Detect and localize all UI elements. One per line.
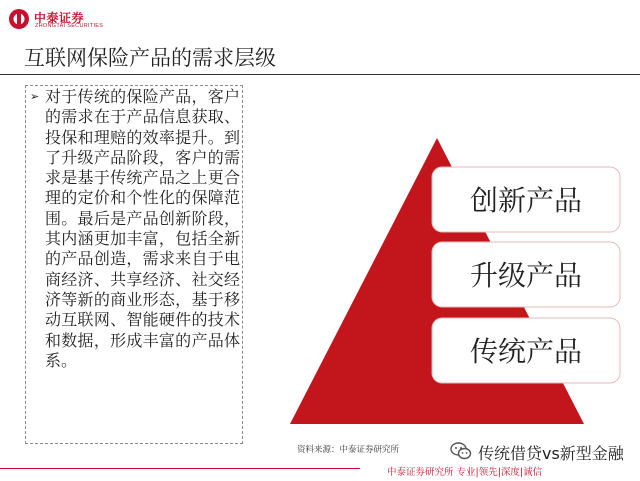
- footer-slogan: 中泰证券研究所 专业|领先|深度|诚信: [387, 467, 543, 478]
- arrow-bullet-icon: ➢: [30, 90, 40, 103]
- pyramid-level-upgrade: [432, 242, 620, 307]
- logo-text: 中泰证券: [34, 11, 85, 25]
- pyramid-level-innovation: [432, 167, 620, 232]
- logo-subtext: ZHONGTAI SECURITIES: [35, 23, 104, 29]
- pyramid-level-label: 创新产品: [469, 184, 583, 217]
- source-note: 资料来源：中泰证券研究所: [297, 445, 400, 455]
- footer-divider: [0, 468, 360, 469]
- pyramid-level-label: 传统产品: [469, 335, 583, 368]
- slide-title: 互联网保险产品的需求层级: [24, 46, 276, 70]
- wechat-account-name: 传统借贷vs新型金融: [478, 444, 624, 463]
- body-paragraph: 对于传统的保险产品，客户的需求在于产品信息获取、投保和理赔的效率提升。到了升级产品阶段，客户的需求是基于传统产品之上更合理的定价和个性化的保障范围。最后是产品创新阶段，其内涵更加丰富，包括全新的产品创造，需求来自于电商经济、共享经济、社交经济等新的商业形态，基于移动互联网、智能硬件的技术和数据，形成丰富的产品体系。: [45, 89, 240, 370]
- pyramid-level-traditional: [432, 318, 620, 383]
- pyramid-level-label: 升级产品: [469, 259, 583, 292]
- wechat-icon: [450, 441, 472, 461]
